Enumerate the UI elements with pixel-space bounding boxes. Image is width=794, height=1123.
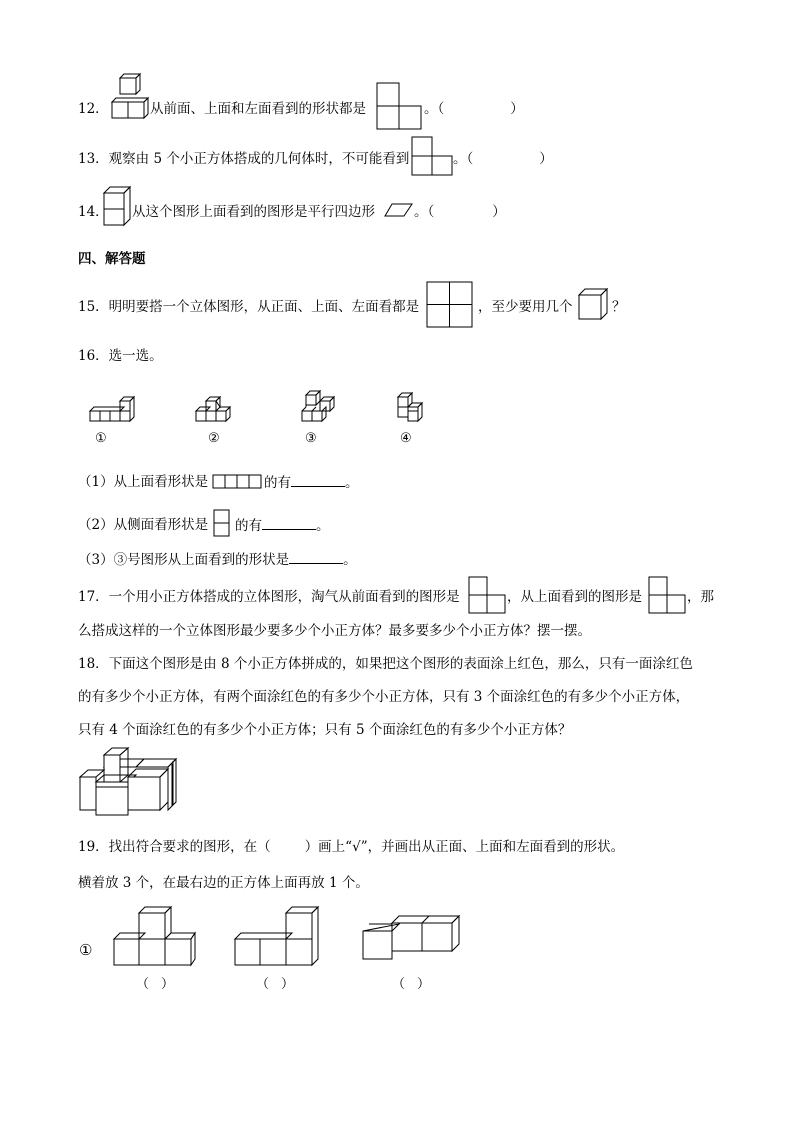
- q16-figure-2: [196, 396, 242, 428]
- question-15: [78, 298, 419, 316]
- q12-text: [150, 100, 366, 118]
- q19-paren-c[interactable]: [392, 977, 430, 993]
- q12-tail: [424, 100, 524, 118]
- q12-text-b: 。（: [424, 101, 445, 117]
- question-16-title: 16．选一选。: [78, 348, 163, 364]
- q16-p3-blank[interactable]: [289, 550, 343, 564]
- question-13: [78, 150, 409, 168]
- q13-tail: [453, 150, 553, 168]
- q15-text-a: 15．明明要搭一个立体图形，从正面、上面、左面看都是: [78, 299, 420, 315]
- q16-label-4: ④: [400, 431, 412, 446]
- q16-part-1: [78, 473, 208, 491]
- q19-option-b: [234, 905, 330, 969]
- q17-text-b: ，从上面看到的图形是: [507, 589, 642, 605]
- q19-option-a: [113, 905, 197, 969]
- q12-number: 12．: [78, 101, 109, 117]
- q19-paren-c-open: （: [392, 977, 406, 992]
- q17-text-c: ，那: [687, 589, 714, 605]
- q19-marker: ①: [79, 941, 93, 959]
- q12-view-shape: [376, 82, 424, 130]
- q17-mid: [507, 588, 642, 606]
- q19-paren-b[interactable]: [256, 977, 294, 993]
- q14-number: 14．: [78, 204, 109, 220]
- q17-end: [687, 588, 714, 606]
- q15-end: ？: [612, 299, 626, 315]
- q19-text-b: ）画上“√”，并画出从正面、上面和左面看到的形状。: [304, 839, 625, 855]
- q13-shape: [411, 136, 455, 178]
- q14-paren-close: ）: [492, 204, 506, 220]
- q16-p1-text: （1）从上面看形状是: [78, 474, 209, 490]
- q13-paren-close: ）: [539, 151, 553, 167]
- q16-part-3: [78, 550, 357, 569]
- q18-line-2: 的有多少个小正方体，有两个面涂红色的有多少个小正方体，只有 3 个面涂红色的有多少个小正方体，: [78, 689, 690, 705]
- question-12: [78, 100, 109, 118]
- question-19: [78, 838, 624, 856]
- q16-figure-4: [398, 392, 434, 428]
- q17-line-2: 么搭成这样的一个立体图形最少要多少个小正方体？最多要多少个小正方体？摆一摆。: [78, 623, 591, 639]
- q17-top-view: [648, 576, 688, 616]
- q15-text-b: ，至少要用几个: [478, 299, 573, 315]
- q16-label-1: ①: [95, 431, 107, 446]
- q17-front-view: [468, 576, 508, 616]
- q16-part-2-tail: [235, 516, 330, 535]
- q19-text-a: 19．找出符合要求的图形，在（: [78, 839, 271, 855]
- q14-text-b: 。（: [414, 204, 435, 220]
- q14-text-a: 从这个图形上面看到的图形是平行四边形: [132, 204, 375, 220]
- q16-p2-has: 的有: [235, 518, 262, 534]
- q19-paren-b-close: ）: [281, 977, 295, 992]
- cube-icon: [578, 288, 610, 322]
- q16-label-3: ③: [305, 431, 317, 446]
- q16-p1-has: 的有: [264, 475, 291, 491]
- q16-figure-1: [90, 396, 138, 428]
- q19-paren-c-close: ）: [417, 977, 431, 992]
- q18-cube-stack-figure: [80, 747, 180, 819]
- q15-tail: [478, 298, 573, 316]
- q19-paren-a[interactable]: [136, 977, 174, 993]
- q13-text-a: 13．观察由 5 个小正方体搭成的几何体时，不可能看到: [78, 151, 410, 167]
- q13-text-b: 。（: [453, 151, 474, 167]
- q18-line-1: 18．下面这个图形是由 8 个小正方体拼成的，如果把这个图形的表面涂上红色，那么，只有一面涂红色: [78, 656, 693, 672]
- q14-cuboid-figure: [103, 186, 133, 228]
- q16-figure-3: [302, 390, 342, 428]
- q19-paren-b-open: （: [256, 977, 270, 992]
- q16-p3-end: 。: [343, 552, 357, 568]
- q19-option-c: [362, 915, 462, 965]
- q14-tail: [414, 203, 506, 221]
- q16-p2-blank[interactable]: [262, 516, 316, 530]
- q16-label-2: ②: [208, 431, 220, 446]
- parallelogram-icon: [384, 203, 414, 217]
- q16-p2-text: （2）从侧面看形状是: [78, 517, 209, 533]
- q16-p1-blank[interactable]: [291, 473, 345, 487]
- q15-2x2-square: [426, 281, 474, 329]
- q16-p1-end: 。: [345, 475, 359, 491]
- q19-paren-a-open: （: [136, 977, 150, 992]
- q16-part-1-tail: [264, 473, 359, 492]
- q16-part-2: [78, 516, 208, 534]
- q14-text: [132, 203, 375, 221]
- q18-line-3: 只有 4 个面涂红色的有多少个小正方体；只有 5 个面涂红色的有多少个小正方体？: [78, 722, 572, 738]
- section-heading: 四、解答题: [78, 251, 146, 267]
- q12-cube-figure: [110, 77, 154, 123]
- question-17: [78, 588, 460, 606]
- q16-two-squares-column: [213, 509, 231, 539]
- q19-line-2: 横着放 3 个，在最右边的正方体上面再放 1 个。: [78, 875, 369, 891]
- q16-p3-text: （3）③号图形从上面看到的形状是: [78, 552, 290, 568]
- q16-p2-end: 。: [316, 518, 330, 534]
- q16-four-squares-row: [212, 474, 262, 490]
- q12-text-a: 从前面、上面和左面看到的形状都是: [150, 101, 366, 117]
- q19-paren-a-close: ）: [161, 977, 175, 992]
- q12-paren-close: ）: [510, 101, 524, 117]
- q17-text-a: 17．一个用小正方体搭成的立体图形，淘气从前面看到的图形是: [78, 589, 460, 605]
